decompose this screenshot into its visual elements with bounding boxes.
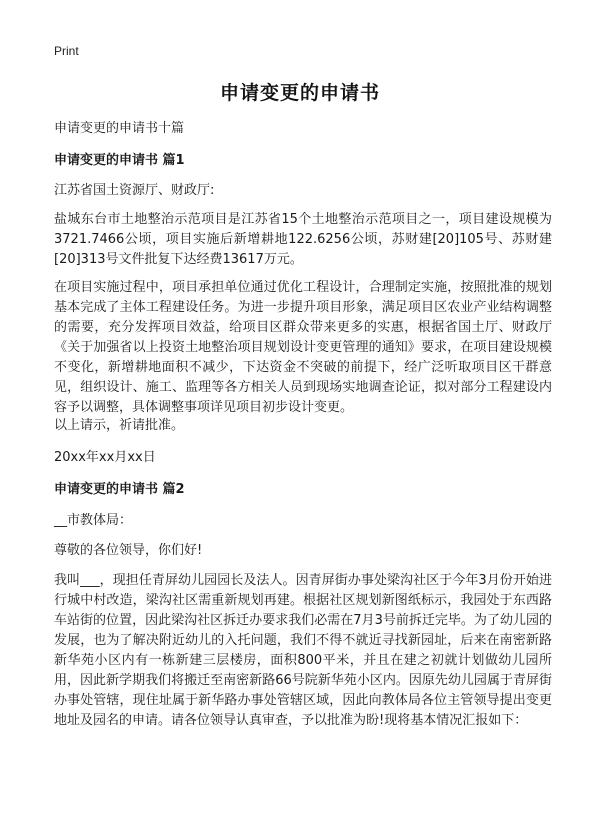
section2-addressee: __市教体局：: [54, 513, 133, 528]
section1-paragraph-1: 盐城东台市土地整治示范项目是江苏省15个土地整治示范项目之一，项目建设规模为3721.7466公顷，项目实施后新增耕地122.6256公顷，苏财建[20]105号、苏财建[20]313号文件批复下达经费13617万元。: [54, 212, 552, 267]
subtitle: 申请变更的申请书十篇: [54, 121, 185, 136]
section2-greeting: 尊敬的各位领导，你们好!: [54, 543, 203, 558]
section2-paragraph-1: 我叫___，现担任青屏幼儿园园长及法人。因青屏街办事处梁沟社区于今年3月份开始进行城中村改造，梁沟社区需重新规划再建。根据社区规划新图纸标示，我园处于东西路车站街的位置，因此梁沟社区拆迁办要求我们必需在7月3号前拆迁完毕。为了幼儿园的发展，也为了解决附近幼儿的入托问题，我们不得不就近寻找新园址，后来在南密新路新华苑小区内有一栋新建三层楼房，面积800平米，并且在建之初就计划做幼儿园所用，因此新学期我们将搬迁至南密新路66号院新华苑小区内。因原先幼儿园属于青屏街办事处管辖，现住址属于新华路办事处管辖区域，因此向教体局各位主管领导提出变更地址及园名的申请。请各位领导认真审查，予以批准为盼!现将基本情况汇报如下：: [54, 573, 552, 728]
section1-addressee: 江苏省国土资源厅、财政厅:: [54, 183, 215, 198]
print-label: Print: [54, 44, 79, 58]
section1-date: 20xx年xx月xx日: [54, 450, 156, 465]
document-title: 申请变更的申请书: [219, 82, 380, 104]
section1-paragraph-2: 在项目实施过程中，项目承担单位通过优化工程设计，合理制定实施，按照批准的规划基本完成了主体工程建设任务。为进一步提升项目形象，满足项目区农业产业结构调整的需要，充分发挥项目效益，给项目区群众带来更多的实惠，根据省国土厅、财政厅《关于加强省以上投资土地整治项目规划设计变更管理的通知》要求，在项目建设规模不变化，新增耕地面积不减少，下达资金不突破的前提下，经广泛听取项目区干群意见，组织设计、施工、监理等各方相关人员到现场实地调查论证，拟对部分工程建设内容予以调整，具体调整事项详见项目初步设计变更。: [54, 280, 552, 415]
section2-heading: 申请变更的申请书 篇2: [54, 482, 185, 497]
section1-heading: 申请变更的申请书 篇1: [54, 153, 185, 168]
section1-closing: 以上请示，祈请批准。: [54, 418, 185, 433]
